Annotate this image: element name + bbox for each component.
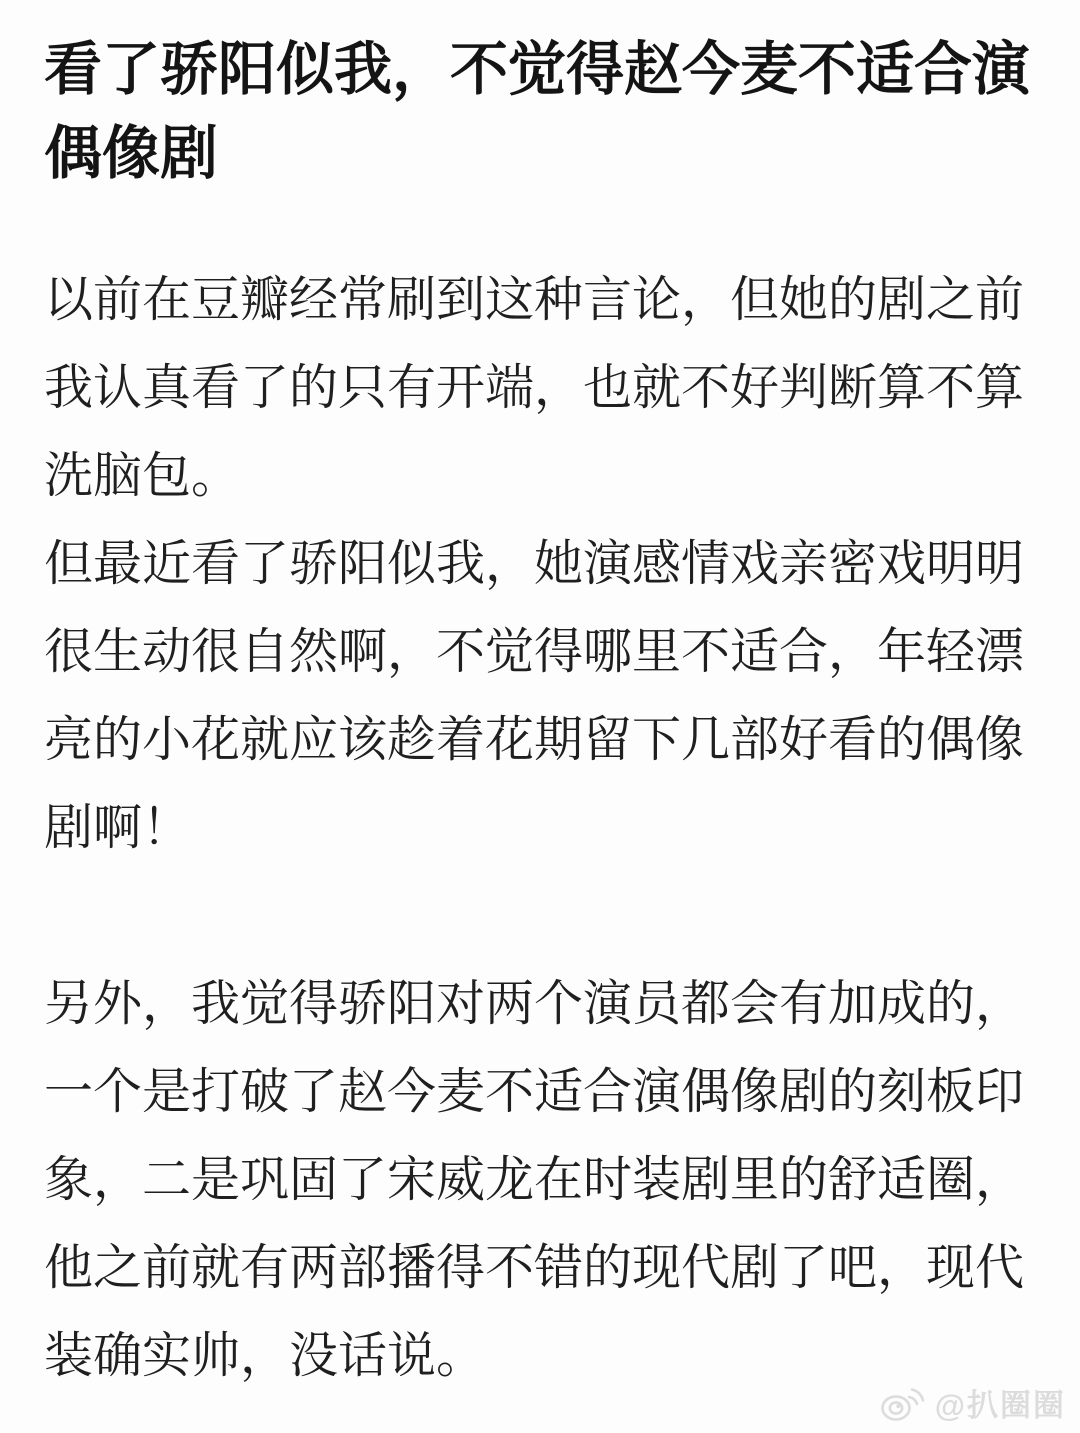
watermark-handle: @扒圈圈: [934, 1388, 1066, 1423]
watermark: [879, 1380, 1066, 1425]
post-paragraph-2: 但最近看了骄阳似我，她演感情戏亲密戏明明很生动很自然啊，不觉得哪里不适合，年轻漂亮的小花就应该趁着花期留下几部好看的偶像剧啊！: [44, 537, 1025, 855]
post-paragraph-1: 以前在豆瓣经常刷到这种言论，但她的剧之前我认真看了的只有开端，也就不好判断算不算洗脑包。: [44, 273, 1025, 503]
weibo-icon: [879, 1383, 927, 1423]
post-paragraph-3: 另外，我觉得骄阳对两个演员都会有加成的，一个是打破了赵今麦不适合演偶像剧的刻板印象，二是巩固了宋威龙在时装剧里的舒适圈，他之前就有两部播得不错的现代剧了吧，现代装确实帅，没话说。: [44, 977, 1025, 1383]
post-body: [44, 256, 1036, 1400]
post-title: 看了骄阳似我，不觉得赵今麦不适合演偶像剧: [44, 37, 1031, 186]
